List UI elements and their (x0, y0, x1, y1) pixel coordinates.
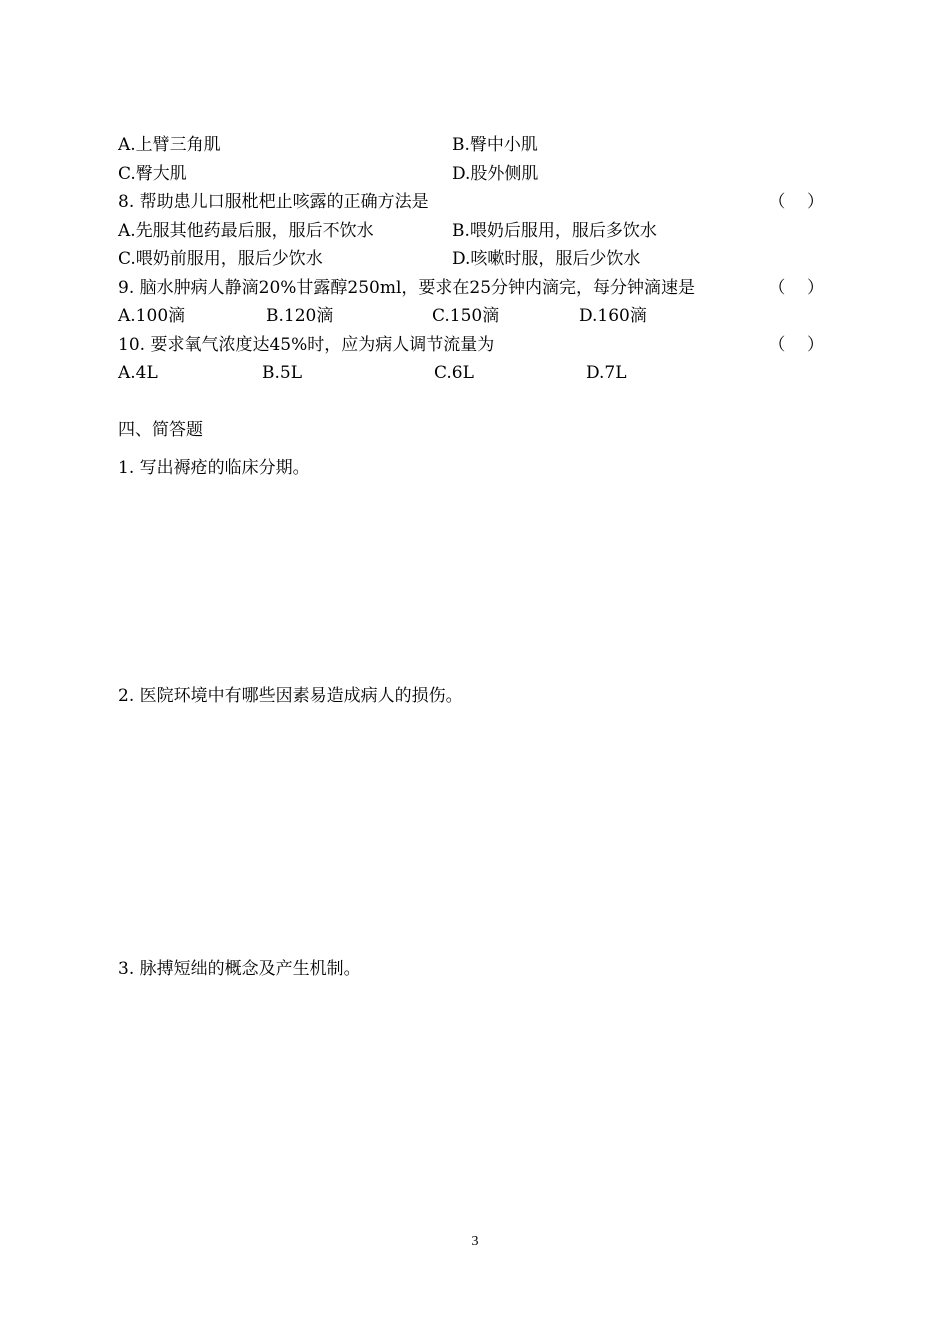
q8-options-row-1 (118, 217, 824, 245)
q10-answer-paren: （ ） (768, 335, 824, 355)
q9-stem: 9. 脑水肿病人静滴20%甘露醇250ml，要求在25分钟内滴完，每分钟滴速是 (118, 278, 696, 298)
q9-answer-paren: （ ） (768, 278, 824, 298)
page-number: 3 (471, 1234, 479, 1249)
q8-stem-row (118, 188, 824, 216)
q10-option-a: A.4L (118, 363, 158, 383)
q7-option-d: D.股外侧肌 (452, 164, 539, 184)
q8-option-b: B.喂奶后服用，服后多饮水 (452, 221, 657, 241)
q9-option-a: A.100滴 (118, 306, 186, 326)
q7-option-c: C.臀大肌 (118, 164, 187, 184)
q8-option-d: D.咳嗽时服，服后少饮水 (452, 249, 641, 269)
q10-option-d: D.7L (586, 363, 627, 383)
q10-option-c: C.6L (434, 363, 474, 383)
q10-options-row (118, 359, 824, 387)
q10-stem-row (118, 331, 824, 359)
short-answer-q1: 1. 写出褥疮的临床分期。 (118, 458, 310, 478)
q10-option-b: B.5L (262, 363, 303, 383)
q7-option-a: A.上臂三角肌 (118, 135, 221, 155)
section-4-title: 四、简答题 (118, 420, 203, 440)
q7-option-b: B.臀中小肌 (452, 135, 538, 155)
q9-option-c: C.150滴 (432, 306, 500, 326)
q8-option-a: A.先服其他药最后服，服后不饮水 (118, 221, 374, 241)
q8-option-c: C.喂奶前服用，服后少饮水 (118, 249, 323, 269)
short-answer-q3: 3. 脉搏短绌的概念及产生机制。 (118, 959, 361, 979)
q7-options-row-2 (118, 160, 824, 188)
q9-option-b: B.120滴 (266, 306, 334, 326)
q9-stem-row (118, 274, 824, 302)
q10-stem: 10. 要求氧气浓度达45%时，应为病人调节流量为 (118, 335, 495, 355)
q8-options-row-2 (118, 245, 824, 273)
q9-options-row (118, 302, 824, 330)
q9-option-d: D.160滴 (579, 306, 647, 326)
q8-stem: 8. 帮助患儿口服枇杷止咳露的正确方法是 (118, 192, 429, 212)
q7-options-row-1 (118, 131, 824, 159)
short-answer-q2: 2. 医院环境中有哪些因素易造成病人的损伤。 (118, 686, 463, 706)
q8-answer-paren: （ ） (768, 192, 824, 212)
